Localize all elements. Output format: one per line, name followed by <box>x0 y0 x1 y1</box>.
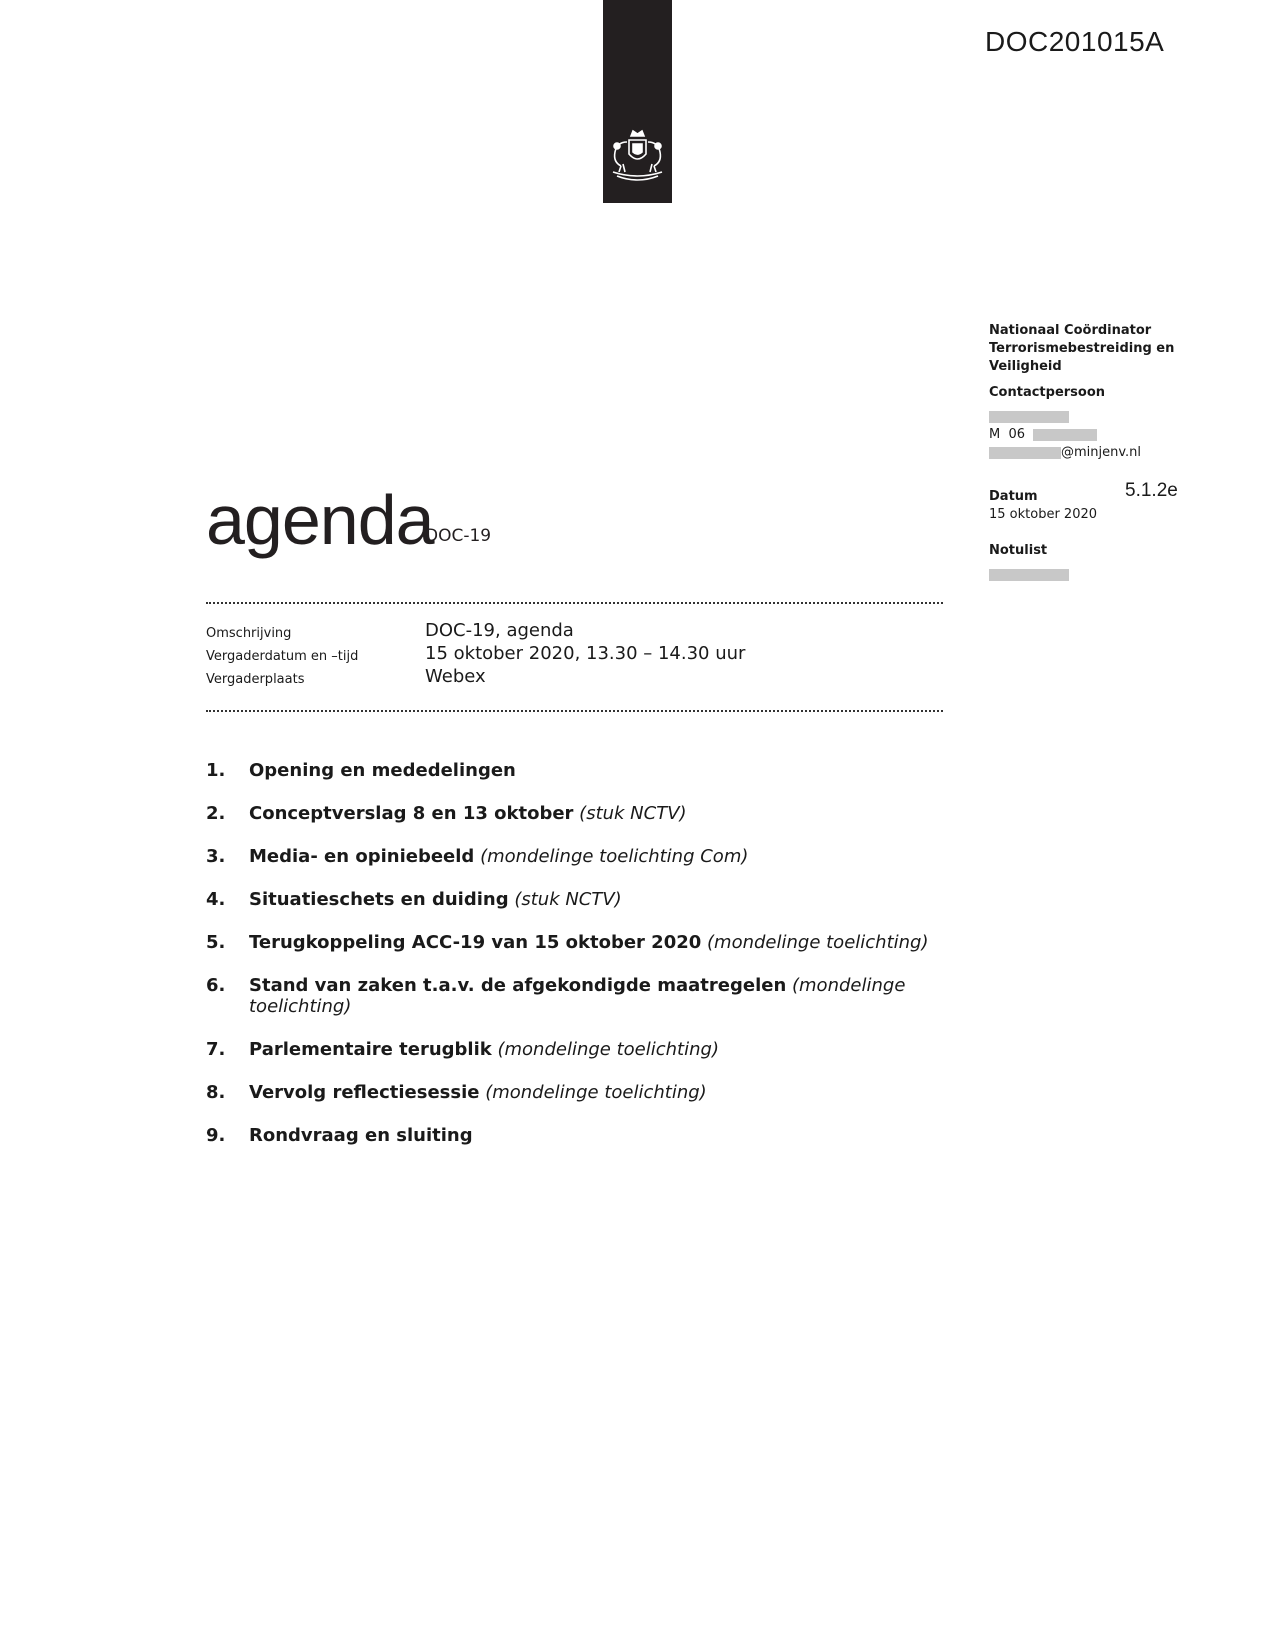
phone-redacted <box>1033 429 1097 441</box>
meta-value: DOC-19, agenda <box>425 620 574 641</box>
agenda-item <box>206 932 946 953</box>
meta-label: Omschrijving <box>206 626 292 641</box>
item-number: 6. <box>206 975 226 996</box>
item-title: Parlementaire terugblik <box>249 1039 492 1060</box>
contact-label: Contactpersoon <box>989 385 1106 400</box>
agenda-item <box>206 975 946 1017</box>
datum-label: Datum <box>989 489 1038 504</box>
contact-name-redacted <box>989 408 1069 426</box>
agenda-item <box>206 803 946 824</box>
item-title: Opening en mededelingen <box>249 760 516 781</box>
document-code: DOC201015A <box>985 26 1165 57</box>
agenda-item <box>206 1039 946 1060</box>
agenda-subtitle: DOC-19 <box>425 526 492 546</box>
item-number: 1. <box>206 760 226 781</box>
coat-of-arms-icon <box>603 128 672 186</box>
item-note: (mondelinge toelichting) <box>485 1082 707 1103</box>
item-title: Terugkoppeling ACC-19 van 15 oktober 2020 <box>249 932 702 953</box>
meta-label: Vergaderplaats <box>206 672 305 687</box>
email-redacted <box>989 447 1061 459</box>
item-title: Vervolg reflectiesessie <box>249 1082 480 1103</box>
meta-row <box>206 620 943 643</box>
agenda-item <box>206 760 946 781</box>
meta-value: Webex <box>425 666 486 687</box>
contact-phone <box>989 426 1097 444</box>
item-number: 5. <box>206 932 226 953</box>
item-number: 7. <box>206 1039 226 1060</box>
item-title: Media- en opiniebeeld <box>249 846 475 867</box>
item-note: (mondelinge toelichting) <box>707 932 929 953</box>
agenda-item <box>206 889 946 910</box>
item-title: Stand van zaken t.a.v. de afgekondigde maatregelen <box>249 975 787 996</box>
item-title: Rondvraag en sluiting <box>249 1125 473 1146</box>
organisation-name: Nationaal Coördinator Terrorismebestreiding en Veiligheid <box>989 323 1175 374</box>
meta-row <box>206 643 943 666</box>
item-note: (stuk NCTV) <box>514 889 622 910</box>
item-number: 4. <box>206 889 226 910</box>
government-logo-bar <box>603 0 672 203</box>
agenda-item <box>206 846 946 867</box>
notulist-label: Notulist <box>989 543 1048 558</box>
agenda-title: agenda <box>206 481 434 559</box>
item-number: 2. <box>206 803 226 824</box>
email-suffix: @minjenv.nl <box>1061 445 1142 460</box>
meta-row <box>206 666 943 689</box>
item-note: (mondelinge toelichting Com) <box>480 846 749 867</box>
divider-top <box>206 602 943 604</box>
item-number: 9. <box>206 1125 226 1146</box>
agenda-item <box>206 1082 946 1103</box>
meta-value: 15 oktober 2020, 13.30 – 14.30 uur <box>425 643 746 664</box>
contact-email <box>989 444 1141 462</box>
agenda-items <box>206 760 946 1168</box>
meeting-details <box>206 620 943 689</box>
divider-bottom <box>206 710 943 712</box>
item-title: Conceptverslag 8 en 13 oktober <box>249 803 574 824</box>
phone-prefix: M 06 <box>989 427 1026 442</box>
item-note: (mondelinge toelichting) <box>497 1039 719 1060</box>
meta-label: Vergaderdatum en –tijd <box>206 649 359 664</box>
item-note: (stuk NCTV) <box>579 803 687 824</box>
item-note: (mondelinge toelichting) <box>249 975 906 1017</box>
redaction-reference: 5.1.2e <box>1125 480 1178 501</box>
item-title: Situatieschets en duiding <box>249 889 509 910</box>
notulist-redacted <box>989 566 1069 584</box>
datum-value: 15 oktober 2020 <box>989 507 1098 522</box>
item-number: 8. <box>206 1082 226 1103</box>
item-number: 3. <box>206 846 226 867</box>
agenda-item <box>206 1125 946 1146</box>
